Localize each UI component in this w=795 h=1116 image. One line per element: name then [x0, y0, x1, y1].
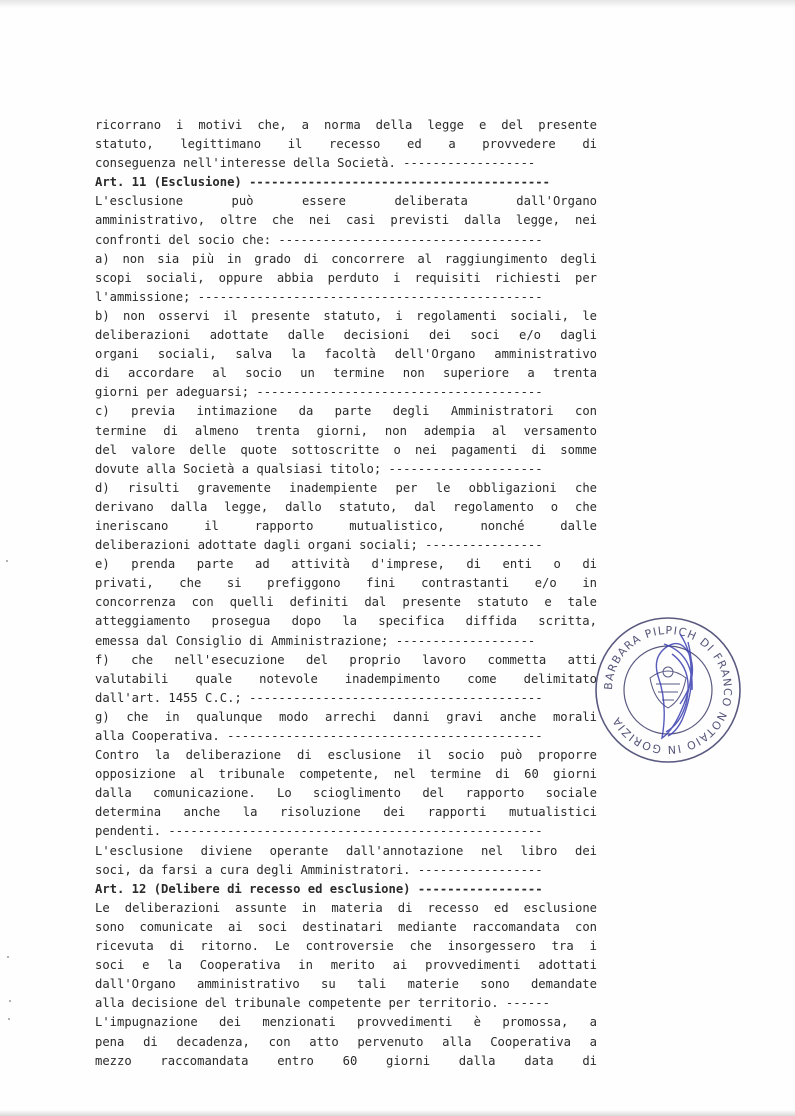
- text-line: ricorrano i motivi che, a norma della legge e del presente: [95, 118, 597, 132]
- text-line: determina anche la risoluzione dei rapporti mutualistici: [95, 805, 597, 820]
- text-line: g) che in qualunque modo arrechi danni gravi anche morali: [95, 709, 597, 724]
- text-line: deliberazioni adottate dalle decisioni dei soci e/o dagli: [95, 328, 597, 343]
- text-line: pena di decadenza, con atto pervenuto alla Cooperativa a: [95, 1034, 597, 1049]
- text-line: a) non sia più in grado di concorrere al raggiungimento degli: [95, 251, 597, 266]
- text-line: f) che nell'esecuzione del proprio lavoro commetta atti: [95, 652, 597, 667]
- text-line: privati, che si prefiggono fini contrastanti e/o in: [95, 576, 597, 591]
- text-line: Contro la deliberazione di esclusione il socio può proporre: [95, 748, 597, 763]
- text-line: concorrenza con quelli definiti dal presente statuto e tale: [95, 595, 597, 610]
- text-line: di accordare al socio un termine non superiore a trenta: [95, 366, 597, 381]
- text-line: l'ammissione; -----------------------------------------------: [95, 289, 543, 304]
- text-line: conseguenza nell'interesse della Società. ------------------: [95, 156, 536, 171]
- text-line: dall'art. 1455 C.C.; ----------------------------------------: [95, 690, 543, 705]
- text-line: d) risulti gravemente inadempiente per le obbligazioni che: [95, 480, 597, 495]
- text-line: sono comunicate ai soci destinatari mediante raccomandata con: [95, 919, 597, 934]
- text-line: Le deliberazioni assunte in materia di recesso ed esclusione: [95, 900, 597, 915]
- text-line: alla decisione del tribunale competente per territorio. ------: [95, 996, 550, 1011]
- scan-speck: [7, 956, 9, 958]
- text-line: e) prenda parte ad attività d'imprese, di enti o di: [95, 557, 597, 572]
- scan-speck: [8, 1018, 10, 1020]
- signature-scribble: [656, 634, 692, 738]
- text-line: scopi sociali, oppure abbia perduto i requisiti richiesti per: [95, 270, 597, 285]
- seal-emblem: [650, 667, 686, 708]
- scan-top-edge: [0, 0, 795, 8]
- text-line: opposizione al tribunale competente, nel termine di 60 giorni: [95, 767, 597, 782]
- text-line: c) previa intimazione da parte degli Amministratori con: [95, 404, 597, 419]
- text-line: b) non osservi il presente statuto, i regolamenti sociali, le: [95, 308, 597, 323]
- text-line: pendenti. ---------------------------------------------------: [95, 824, 543, 839]
- seal-outer-ring: [596, 618, 740, 762]
- notary-seal: [592, 614, 744, 766]
- seal-inner-ring: [624, 646, 712, 734]
- text-line: mezzo raccomandata entro 60 giorni dalla data di: [95, 1053, 597, 1068]
- text-line: confronti del socio che: ------------------------------------: [95, 232, 543, 247]
- text-line: termine di almeno trenta giorni, non adempia al versamento: [95, 423, 597, 438]
- text-line: deliberazioni adottate dagli organi sociali; ----------------: [95, 538, 543, 553]
- text-line: dovute alla Società a qualsiasi titolo; ---------------------: [95, 461, 543, 476]
- text-line: alla Cooperativa. -------------------------------------------: [95, 729, 543, 743]
- text-line: emessa dal Consiglio di Amministrazione; -------------------: [95, 633, 536, 648]
- text-line: amministrativo, oltre che nei casi previsti dalla legge, nei: [95, 213, 597, 228]
- statute-text: [95, 116, 597, 1071]
- article-heading-line: Art. 12 (Delibere di recesso ed esclusione) -----------------: [95, 881, 543, 896]
- text-line: giorni per adeguarsi; ---------------------------------------: [95, 385, 543, 400]
- text-line: organi sociali, salva la facoltà dell'Organo amministrativo: [95, 347, 597, 362]
- scan-speck: [9, 1000, 11, 1002]
- text-line: ineriscano il rapporto mutualistico, nonché dalle: [95, 518, 597, 533]
- text-line: ricevuta di ritorno. Le controversie che insorgessero tra i: [95, 939, 597, 954]
- article-heading-line: Art. 11 (Esclusione) -----------------------------------------: [95, 175, 550, 190]
- seal-text: BARBARA PILPICH DI FRANCO NOTAIO IN GORIZIA: [601, 623, 735, 757]
- text-line: L'esclusione diviene operante dall'annotazione nel libro dei: [95, 843, 597, 858]
- scan-bottom-edge: [0, 1110, 795, 1116]
- text-line: soci, da farsi a cura degli Amministratori. -----------------: [95, 862, 543, 877]
- scan-speck: [6, 560, 8, 562]
- text-line: dalla comunicazione. Lo scioglimento del rapporto sociale: [95, 786, 597, 801]
- text-line: del valore delle quote sottoscritte o nei pagamenti di somme: [95, 442, 597, 457]
- text-line: statuto, legittimano il recesso ed a provvedere di: [95, 137, 597, 152]
- text-line: valutabili quale notevole inadempimento come delimitato: [95, 671, 597, 686]
- text-line: L'impugnazione dei menzionati provvedimenti è promossa, a: [95, 1015, 597, 1030]
- text-line: soci e la Cooperativa in merito ai provvedimenti adottati: [95, 958, 597, 973]
- text-line: atteggiamento prosegua dopo la specifica diffida scritta,: [95, 614, 597, 629]
- text-line: derivano dalla legge, dallo statuto, dal regolamento o che: [95, 499, 597, 514]
- text-line: dall'Organo amministrativo su tali materie sono demandate: [95, 977, 597, 992]
- text-line: L'esclusione può essere deliberata dall'Organo: [95, 194, 597, 209]
